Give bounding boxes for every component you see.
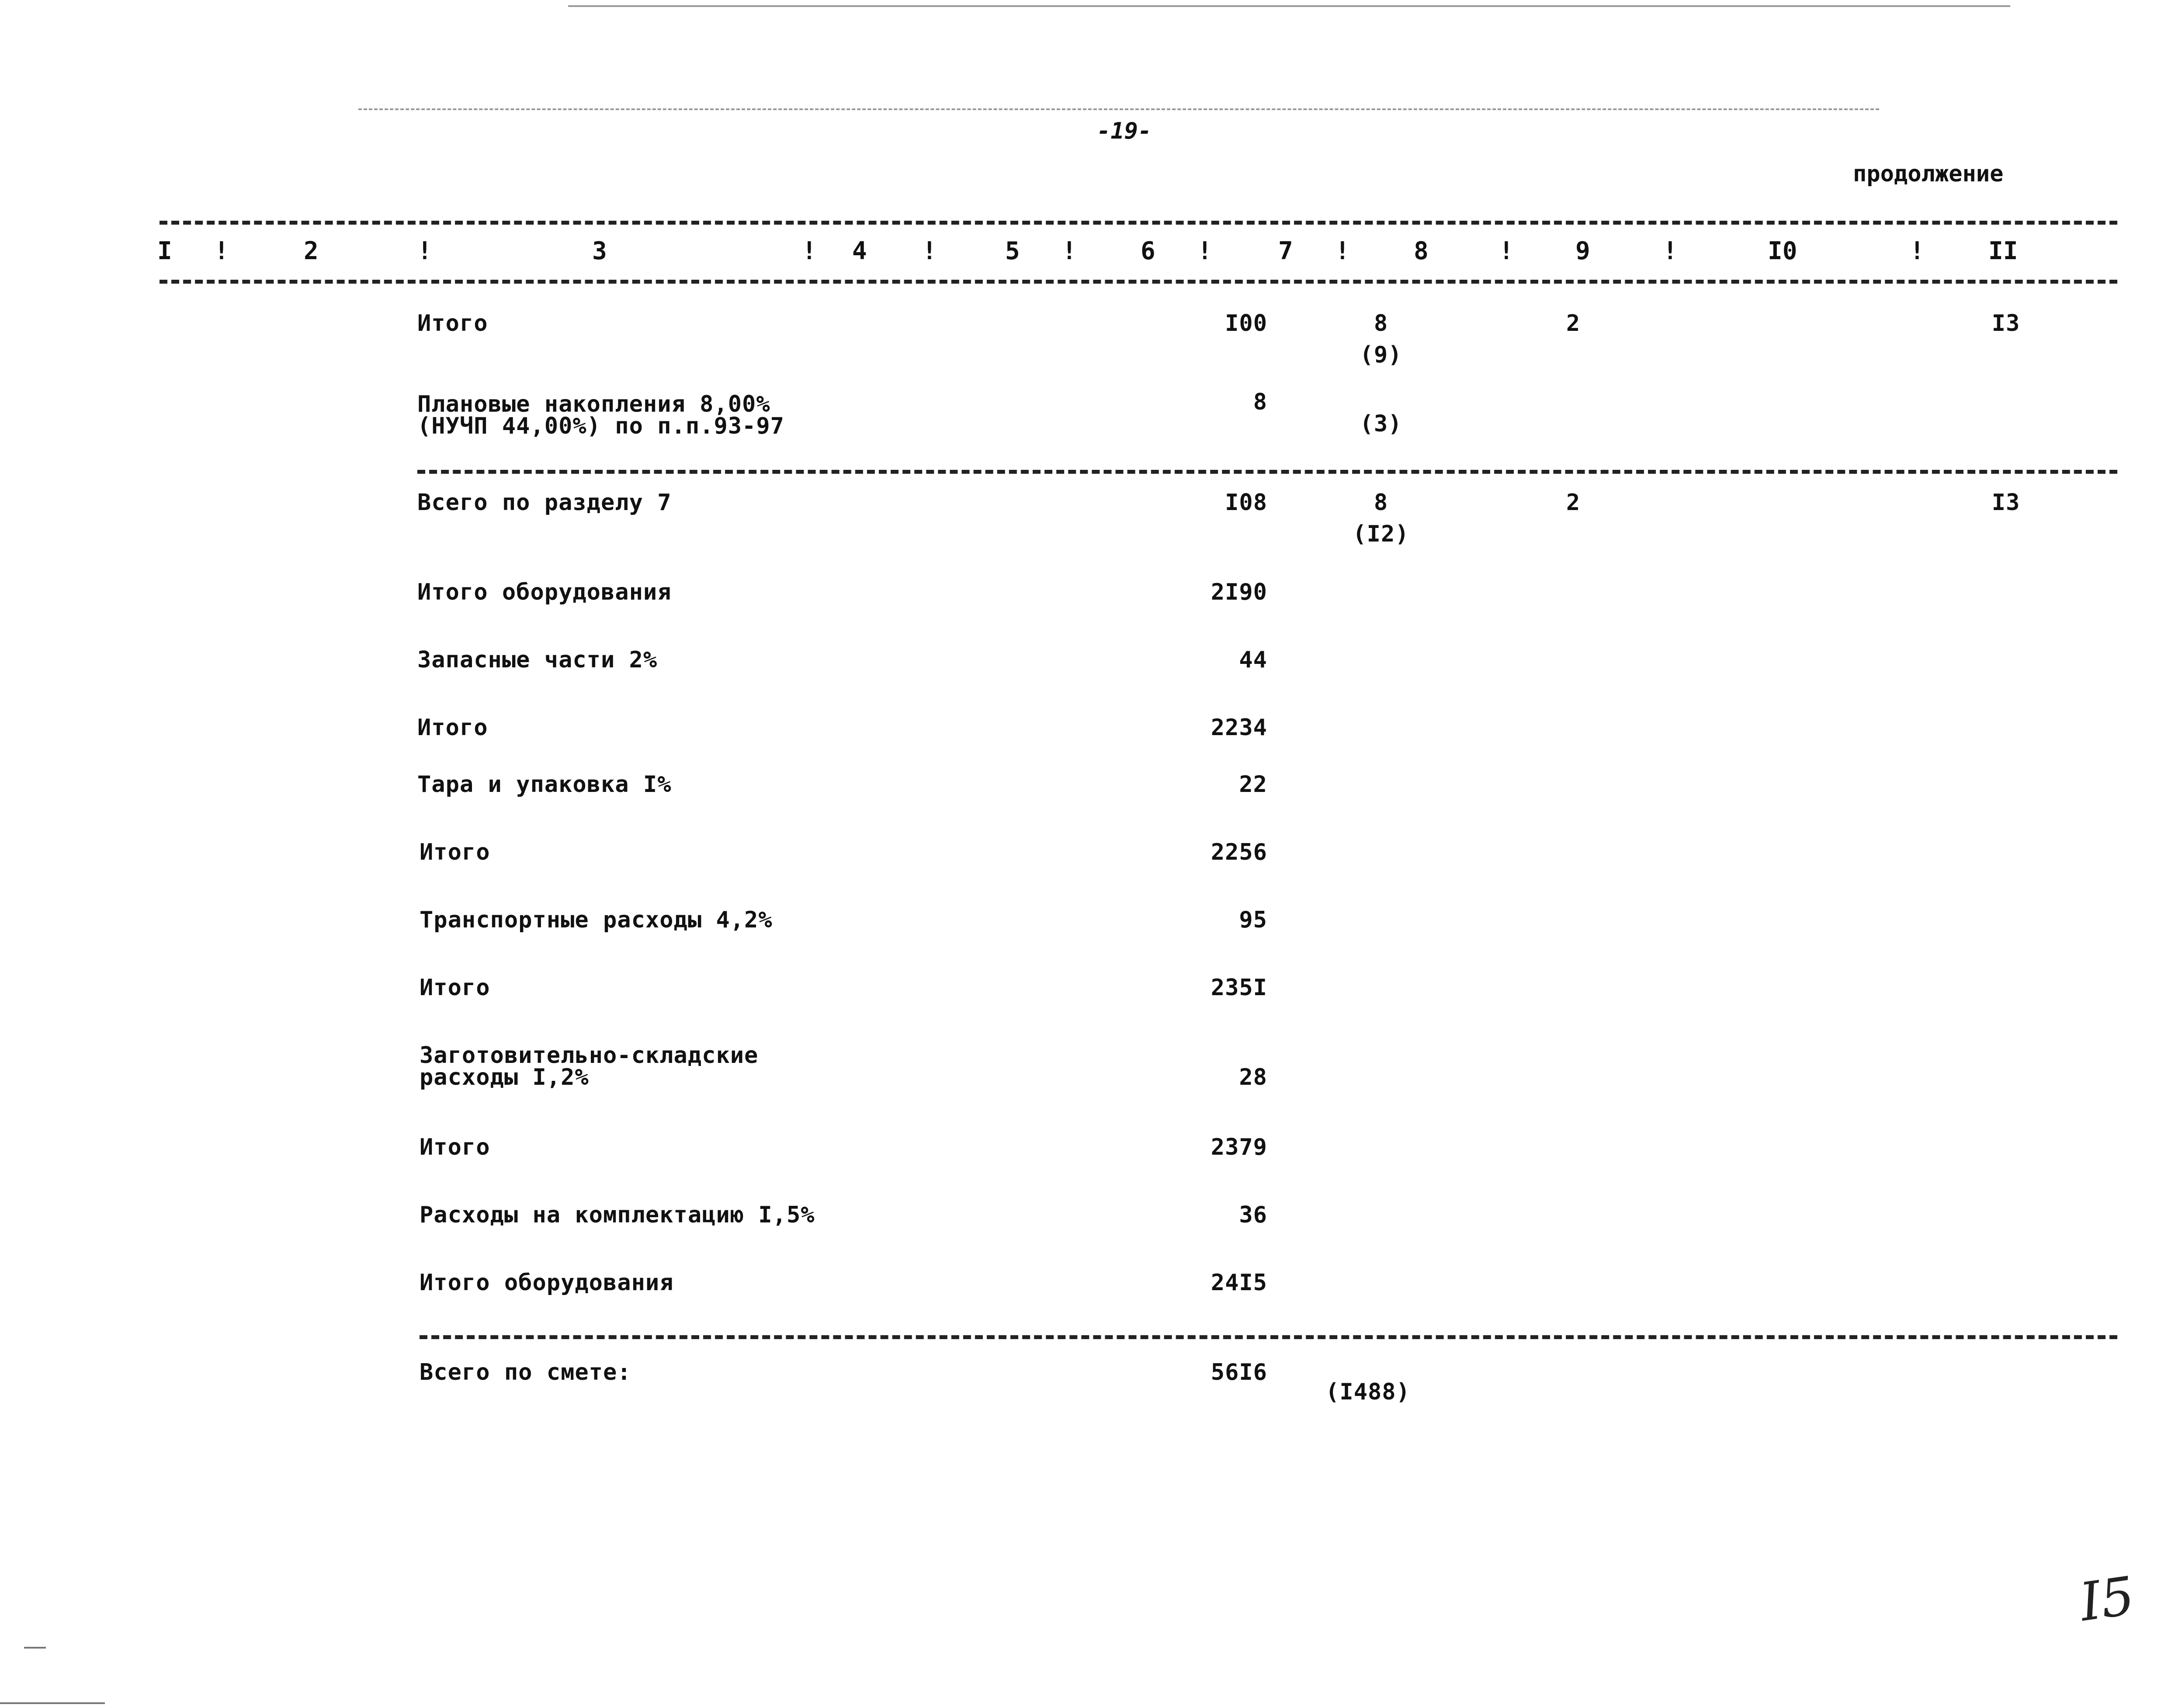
row-label: Расходы на комплектацию I,5% — [420, 1202, 815, 1228]
cell-col7: 8 — [1253, 389, 1267, 415]
total-rule — [420, 1335, 2117, 1339]
cell-col11: I3 — [1991, 489, 2020, 516]
col-header-10: I0 — [1768, 237, 1797, 265]
row-label: Всего по разделу 7 — [417, 489, 672, 516]
grand-total-col8: (I488) — [1325, 1379, 1410, 1405]
cell-col8-bracket: (3) — [1360, 411, 1402, 437]
row-label: Итого — [417, 715, 488, 741]
col-header-5: 5 — [1005, 237, 1020, 265]
col-separator: ! — [1197, 237, 1212, 265]
cell-col8: 8 — [1374, 310, 1388, 337]
col-header-7: 7 — [1278, 237, 1293, 265]
row-label: Итого — [420, 839, 490, 865]
cell-col7: 2256 — [1211, 839, 1267, 865]
cell-col7: I08 — [1225, 489, 1267, 516]
row-label: Запасные части 2% — [417, 647, 658, 673]
cell-col7: I00 — [1225, 310, 1267, 337]
row-label: Тара и упаковка I% — [417, 771, 672, 798]
cell-col9: 2 — [1566, 489, 1581, 516]
cell-col7: 2234 — [1211, 715, 1267, 741]
row-label: Итого — [420, 1134, 490, 1160]
cell-col7: 2I90 — [1211, 579, 1267, 605]
cell-col9: 2 — [1566, 310, 1581, 337]
cell-col7: 28 — [1239, 1064, 1267, 1090]
cell-col7: 95 — [1239, 907, 1267, 933]
row-label-line2: (НУЧП 44,00%) по п.п.93-97 — [417, 413, 784, 439]
row-label: Итого — [417, 310, 488, 337]
row-label: Итого оборудования — [420, 1270, 674, 1296]
col-header-2: 2 — [304, 237, 319, 265]
margin-mark — [24, 1647, 46, 1649]
col-separator: ! — [802, 237, 817, 265]
col-separator: ! — [1663, 237, 1678, 265]
cell-col7: 44 — [1239, 647, 1267, 673]
scan-line — [568, 5, 2010, 7]
cell-col7: 36 — [1239, 1202, 1267, 1228]
grand-total-label: Всего по смете: — [420, 1359, 631, 1385]
row-label-line2: расходы I,2% — [420, 1064, 589, 1090]
col-header-8: 8 — [1414, 237, 1429, 265]
row-label: Транспортные расходы 4,2% — [420, 907, 773, 933]
row-label: Итого — [420, 975, 490, 1001]
cell-col11: I3 — [1991, 310, 2020, 337]
grand-total-col7: 56I6 — [1211, 1359, 1267, 1385]
continuation-label: продолжение — [1853, 161, 2004, 187]
col-header-9: 9 — [1575, 237, 1590, 265]
col-header-3: 3 — [592, 237, 607, 265]
col-separator: ! — [214, 237, 229, 265]
cell-col7: 235I — [1211, 975, 1267, 1001]
margin-mark — [0, 1702, 105, 1704]
scan-line — [358, 108, 1879, 110]
col-separator: ! — [1335, 237, 1350, 265]
col-header-6: 6 — [1141, 237, 1155, 265]
col-header-4: 4 — [852, 237, 867, 265]
cell-col8-bracket: (I2) — [1353, 521, 1409, 547]
row-label: Итого оборудования — [417, 579, 672, 605]
row-label: Плановые накопления 8,00% — [417, 391, 770, 417]
handwritten-signature: I5 — [2076, 1566, 2138, 1633]
page-number: -19- — [1097, 118, 1152, 144]
section-rule — [417, 470, 2117, 474]
cell-col8-bracket: (9) — [1360, 342, 1402, 368]
col-separator: ! — [417, 237, 432, 265]
col-separator: ! — [1062, 237, 1077, 265]
cell-col7: 22 — [1239, 771, 1267, 798]
header-top-rule — [160, 221, 2117, 225]
cell-col7: 2379 — [1211, 1134, 1267, 1160]
cell-col8: 8 — [1374, 489, 1388, 516]
col-header-1: I — [157, 237, 172, 265]
cell-col7: 24I5 — [1211, 1270, 1267, 1296]
row-label: Заготовительно-складские — [420, 1042, 759, 1069]
col-separator: ! — [1910, 237, 1925, 265]
col-header-11: II — [1988, 237, 2018, 265]
col-separator: ! — [1499, 237, 1514, 265]
header-bottom-rule — [160, 280, 2117, 284]
col-separator: ! — [922, 237, 937, 265]
